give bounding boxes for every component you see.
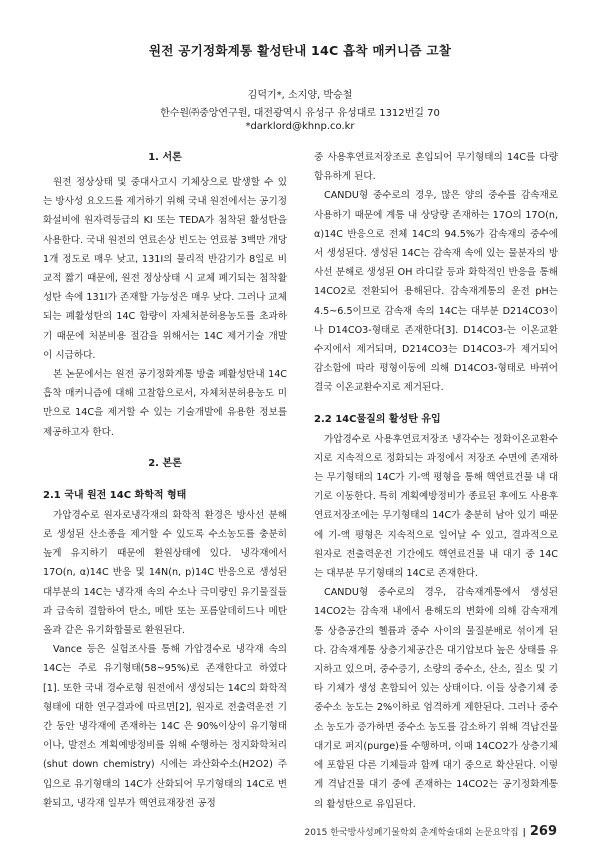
candu-paragraph: CANDU형 중수로의 경우, 많은 양의 중수를 감속재로 사용하기 때문에 계통 내 상당량 존재하는 17O의 17O(n, α)14C 반응으로 전체 14C의 94.5%가 감속재의 중수에서 생성된다. 생성된 14C는 감속재 속에 있는 물분자의 방사선 분해로 생성된 OH 라디칼 등과 화학적인 반응을 통해 14CO2로 전환되어 용해된다. 감속재계통의 운전 pH는 4.5~6.5이므로 감속재 속의 14C는 대부분 D214CO3이나 D14CO3-형태로 존재한다[3]. D14CO3-는 이온교환수지에서 제거되며, D214CO3는 D14CO3-가 제거되어 감소함에 따라 평형이동에 의해 D14CO3-형태로 바뀌어 결국 이온교환수지로 제거된다.: [314, 190, 558, 394]
page-number: 269: [529, 824, 557, 839]
paper-affiliation: 한수원㈜중앙연구원, 대전광역시 유성구 유성대로 1312번길 70: [160, 108, 440, 119]
footer-separator: |: [522, 828, 526, 838]
section-2-heading: 2. 본론: [148, 457, 182, 469]
section-2-2-paragraph-2: CANDU형 중수로의 경우, 감속재계통에서 생성된 14CO2는 감속재 내에서 용해도의 변화에 의해 감속재계통 상층공간의 헬륨과 중수 사이의 물질분배로 섞이게 된다. 감속재계통 상층기체공간은 대기압보다 높은 상태를 유지하고 있으며, 중수증기, 소량의 중수소, 산소, 질소 및 기타 기체가 생성 혼합되어 있는 상태이다. 이들 상층기체 중 중수소 농도는 2%이하로 엄격하게 제한된다. 그러나 중수소 농도가 증가하면 중수소 농도를 감소하기 위해 격납건물 대기로 퍼지(purge)를 수행하며, 이때 14CO2가 상층기체에 포함된 다른 기체들과 함께 대기 중으로 확산된다. 이렇게 격납건물 대기 중에 존재하는 14CO2는 공기정화계통의 활성탄으로 유입된다.: [314, 587, 558, 810]
left-column: [43, 148, 287, 813]
section-2-1-paragraph-1: 가압경수로 원자로냉각재의 화학적 환경은 방사선 분해로 생성된 산소종을 제거할 수 있도록 수소농도를 충분히 높게 유지하기 때문에 환원상태에 있다. 냉각재에서 17O(n, α)14C 반응 및 14N(n, p)14C 반응으로 생성된 대부분의 14C는 냉각재 속의 수소나 극미량인 유기물질들과 급속히 결합하여 탄소, 메탄 또는 포름알데히드나 메탄올과 같은 유기화합물로 환원된다.: [43, 509, 287, 637]
section-1-paragraph-1: 원전 정상상태 및 중대사고시 기체상으로 발생할 수 있는 방사성 요오드를 제거하기 위해 국내 원전에서는 공기정화설비에 원자력등급의 KI 또는 TEDA가 첨착된 활성탄을 사용한다. 국내 원전의 연료손상 빈도는 연료봉 3백만 개당 1개 정도로 매우 낮고, 131I의 물리적 반감기가 8일로 비교적 짧기 때문에, 원전 정상상태 시 교체 폐기되는 첨착활성탄 속에 131I가 존재할 가능성은 매우 낮다. 그러나 교체되는 폐활성탄의 14C 함량이 자체처분허용농도를 초과하기 때문에 처분비용 절감을 위해서는 14C 제거기술 개발이 시급하다.: [43, 177, 287, 361]
section-2-1-heading: 2.1 국내 원전 14C 화학적 형태: [43, 489, 187, 501]
page-footer: [305, 824, 558, 839]
conference-name: 2015 한국방사성폐기물학회 춘계학술대회 논문요약집: [304, 828, 519, 838]
continued-paragraph: 중 사용후연료저장조로 혼입되어 무기형태의 14C를 다량 함유하게 된다.: [314, 152, 558, 183]
paper-authors: 김덕기*, 소지양, 박승철: [247, 90, 353, 101]
right-column: [314, 148, 558, 814]
paper-email: *darklord@khnp.co.kr: [245, 121, 355, 132]
section-2-2-paragraph-1: 가압경수로 사용후연료저장조 냉각수는 정화이온교환수지로 지속적으로 정화되는 과정에서 저장조 수면에 존재하는 무기형태의 14C가 기-액 평형을 통해 핵연료건물 내 대기로 이동한다. 특히 계획예방정비가 종료된 후에도 사용후연료저장조에는 무기형태의 14C가 충분히 남아 있기 때문에 기-액 평형은 지속적으로 일어날 수 있고, 결과적으로 원자로 전출력운전 기간에도 핵연료건물 내 대기 중 14C는 대부분 무기형태의 14C로 존재한다.: [314, 433, 558, 580]
section-2-1-paragraph-2: Vance 등은 실험조사를 통해 가압경수로 냉각재 속의 14C는 주로 유기형태(58~95%)로 존재한다고 하였다[1]. 또한 국내 경수로형 원전에서 생성되는 14C의 화학적 형태에 대한 연구결과에 따르면[2], 원자로 전출력운전 기간 동안 냉각재에 존재하는 14C 은 90%이상이 유기형태이나, 발전소 계획예방정비를 위해 수행하는 정지화학처리(shut down chemistry) 시에는 과산화수소(H2O2) 주입으로 유기형태의 14C가 산화되어 무기형태의 14C로 변환되고, 냉각재 일부가 핵연료재장전 공정: [43, 644, 287, 809]
paper-title: 원전 공기정화계통 활성탄내 14C 흡착 매커니즘 고찰: [148, 43, 452, 58]
section-1-paragraph-2: 본 논문에서는 원전 공기정화계통 방출 폐활성탄내 14C흡착 매커니즘에 대해 고찰함으로서, 자체처분허용농도 미만으로 14C을 제거할 수 있는 기술개발에 유용한 정보를 제공하고자 한다.: [43, 369, 287, 438]
section-2-2-heading: 2.2 14C물질의 활성탄 유입: [314, 413, 441, 425]
section-1-heading: 1. 서론: [148, 152, 182, 163]
